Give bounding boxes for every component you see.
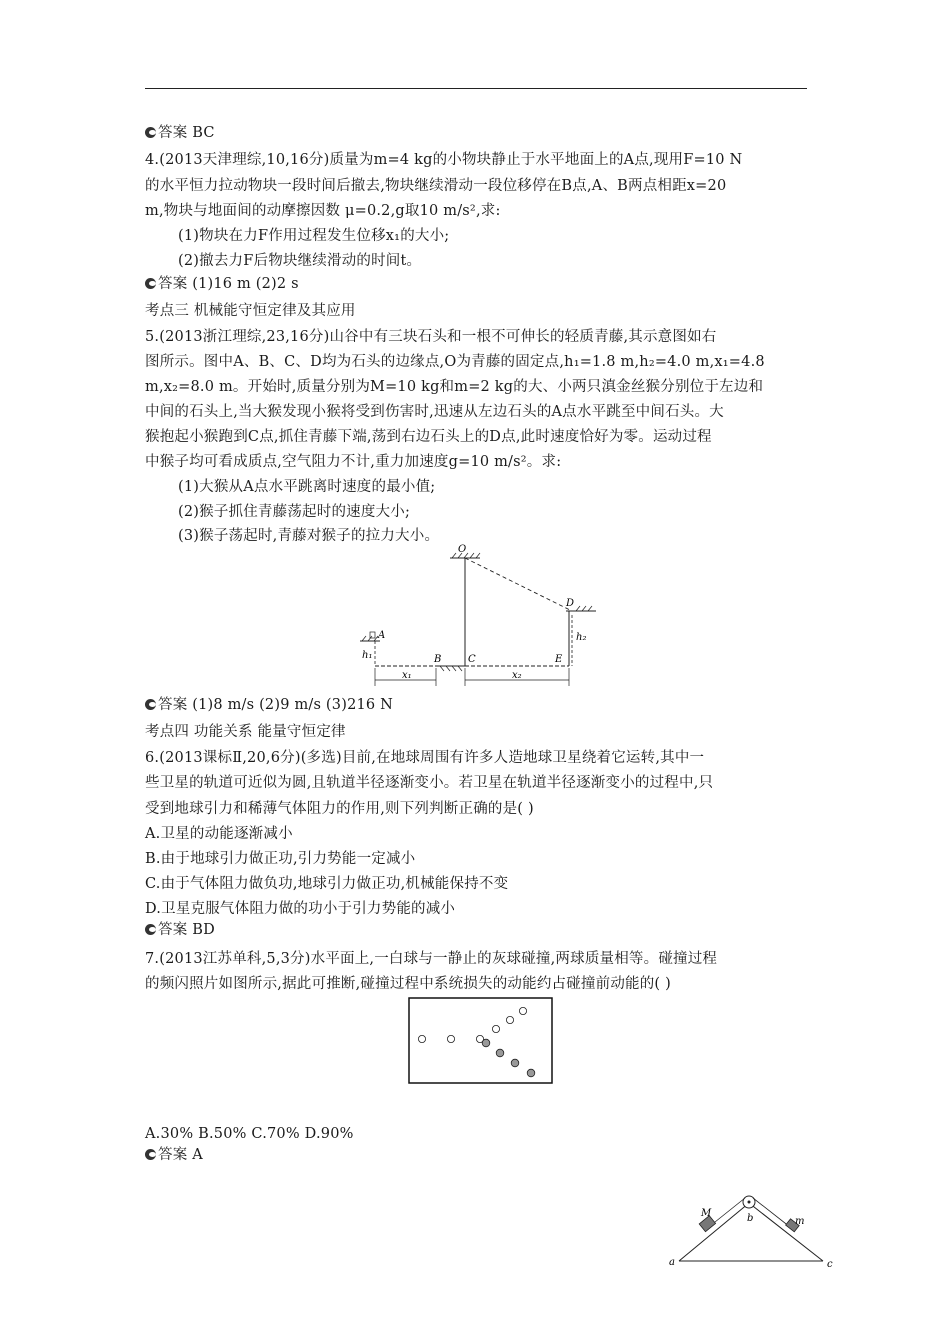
q5-line6: 中猴子均可看成质点,空气阻力不计,重力加速度g=10 m/s²。求: — [145, 454, 562, 470]
white-ball — [492, 1025, 499, 1032]
q6-line1: 6.(2013课标Ⅱ,20,6分)(多选)目前,在地球周围有许多人造地球卫星绕着它运转,其中一 — [145, 750, 705, 766]
gray-ball — [511, 1059, 519, 1067]
label-c: c — [827, 1259, 833, 1270]
q6-option-a: A.卫星的动能逐渐减小 — [145, 826, 293, 842]
answer-icon — [145, 127, 156, 138]
label-h2: h₂ — [576, 632, 587, 643]
q4-part2: (2)撤去力F后物块继续滑动的时间t。 — [178, 253, 422, 269]
header-rule — [145, 88, 807, 89]
q4-line2: 的水平恒力拉动物块一段时间后撤去,物块继续滑动一段位移停在B点,A、B两点相距x=20 — [145, 178, 727, 194]
q5-line1: 5.(2013浙江理综,23,16分)山谷中有三块石头和一根不可伸长的轻质青藤,其示意图如右 — [145, 329, 717, 345]
label-b: b — [747, 1213, 754, 1224]
answer-icon — [145, 924, 156, 935]
collision-photo — [408, 997, 554, 1085]
white-ball — [447, 1035, 454, 1042]
white-ball — [519, 1007, 526, 1014]
label-x2: x₂ — [512, 670, 522, 681]
q5-part1: (1)大猴从A点水平跳离时速度的最小值; — [178, 479, 436, 495]
label-m: m — [795, 1216, 805, 1227]
white-ball — [506, 1016, 513, 1023]
q6-line3: 受到地球引力和稀薄气体阻力的作用,则下列判断正确的是( ) — [145, 801, 534, 817]
label-M: M — [701, 1208, 712, 1219]
q4-line3: m,物块与地面间的动摩擦因数 μ=0.2,g取10 m/s²,求: — [145, 203, 501, 219]
label-a: a — [669, 1257, 675, 1268]
answer-icon — [145, 278, 156, 289]
section-heading: 考点三 机械能守恒定律及其应用 — [145, 303, 356, 319]
label-O: O — [458, 544, 467, 555]
q6-line2: 些卫星的轨道可近似为圆,且轨道半径逐渐变小。若卫星在轨道半径逐渐变小的过程中,只 — [145, 775, 714, 791]
answer-line: 答案 BC — [145, 123, 215, 143]
q5-line3: m,x₂=8.0 m。开始时,质量分别为M=10 kg和m=2 kg的大、小两只滇金丝猴分别位于左边和 — [145, 379, 764, 395]
q5-line2: 图所示。图中A、B、C、D均为石头的边缘点,O为青藤的固定点,h₁=1.8 m,h₂=4.0 m,x₁=4.8 — [145, 354, 765, 370]
q7-options: A.30% B.50% C.70% D.90% — [145, 1126, 354, 1142]
label-A: A — [378, 630, 386, 641]
answer-icon — [145, 699, 156, 710]
q7-line2: 的频闪照片如图所示,据此可推断,碰撞过程中系统损失的动能约占碰撞前动能的( ) — [145, 976, 671, 992]
white-ball — [418, 1035, 425, 1042]
label-E: E — [555, 654, 563, 665]
label-D: D — [566, 598, 575, 609]
q4-line1: 4.(2013天津理综,10,16分)质量为m=4 kg的小物块静止于水平地面上的A点,现用F=10 N — [145, 152, 743, 168]
label-h1: h₁ — [362, 650, 373, 661]
q6-option-d: D.卫星克服气体阻力做的功小于引力势能的减小 — [145, 901, 456, 917]
section-heading: 考点四 功能关系 能量守恒定律 — [145, 724, 346, 740]
answer-line: 答案 (1)8 m/s (2)9 m/s (3)216 N — [145, 695, 393, 715]
q4-part1: (1)物块在力F作用过程发生位移x₁的大小; — [178, 228, 450, 244]
q5-line4: 中间的石头上,当大猴发现小猴将受到伤害时,迅速从左边石头的A点水平跳至中间石头。大 — [145, 404, 724, 420]
q5-part3: (3)猴子荡起时,青藤对猴子的拉力大小。 — [178, 528, 440, 544]
gray-ball — [496, 1049, 504, 1057]
answer-line: 答案 (1)16 m (2)2 s — [145, 274, 299, 294]
label-B: B — [434, 654, 442, 665]
label-C: C — [468, 654, 476, 665]
q6-option-b: B.由于地球引力做正功,引力势能一定减小 — [145, 851, 416, 867]
gray-ball — [527, 1069, 535, 1077]
incline-pulley-diagram — [665, 1193, 840, 1273]
label-x1: x₁ — [402, 670, 412, 681]
q6-option-c: C.由于气体阻力做负功,地球引力做正功,机械能保持不变 — [145, 876, 509, 892]
answer-icon — [145, 1149, 156, 1160]
q5-part2: (2)猴子抓住青藤荡起时的速度大小; — [178, 504, 411, 520]
answer-line: 答案 BD — [145, 920, 215, 940]
answer-line: 答案 A — [145, 1145, 203, 1165]
q7-line1: 7.(2013江苏单科,5,3分)水平面上,一白球与一静止的灰球碰撞,两球质量相等。碰撞过程 — [145, 951, 718, 967]
valley-vine-diagram — [350, 540, 610, 690]
q5-line5: 猴抱起小猴跑到C点,抓住青藤下端,荡到右边石头上的D点,此时速度恰好为零。运动过程 — [145, 429, 712, 445]
gray-ball — [482, 1039, 490, 1047]
